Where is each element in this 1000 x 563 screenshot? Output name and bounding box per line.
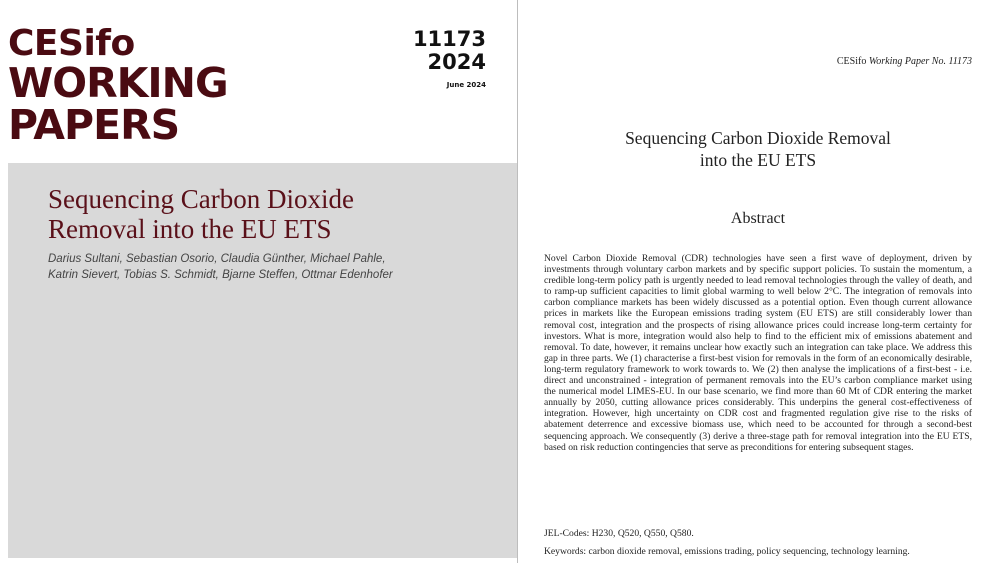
cover-authors <box>48 251 468 283</box>
series-prefix: CESifo <box>836 56 867 67</box>
brand-line-3: PAPERS <box>8 101 180 149</box>
jel-codes: JEL-Codes: H230, Q520, Q550, Q580. <box>544 528 694 539</box>
brand-line-1: CESifo <box>8 23 135 64</box>
series-label <box>837 56 972 67</box>
authors-line-1: Darius Sultani, Sebastian Osorio, Claudia Günther, Michael Pahle, <box>48 253 386 265</box>
paper-title-line-1: Sequencing Carbon Dioxide Removal <box>625 128 891 148</box>
cover-title-line-1: Sequencing Carbon Dioxide <box>48 184 354 214</box>
paper-title <box>578 127 938 171</box>
brand-line-2: WORKING <box>8 59 228 107</box>
series-number: Working Paper No. 11173 <box>868 56 972 67</box>
keywords: Keywords: carbon dioxide removal, emissions trading, policy sequencing, technology learning. <box>544 546 910 557</box>
abstract-page <box>518 0 1000 563</box>
issue-block <box>380 28 486 89</box>
paper-title-line-2: into the EU ETS <box>699 150 817 170</box>
abstract-heading: Abstract <box>730 210 786 227</box>
abstract-text: Novel Carbon Dioxide Removal (CDR) technologies have seen a first wave of deployment, driven by investments through voluntary carbon markets and by specific support policies. To sustain the momentum, a credible long-term policy path is urgently needed to lead removal technologies through the valley of death, and to ramp-up sufficient capacities to limit global warming to well below 2°C. The integration of removals into carbon compliance markets has been widely discussed as a potential option. Even though current allowance prices in markets like the European emissions trading system (EU ETS) are still considerably lower than removal cost, integration and the prospects of rising allowance prices could increase long-term certainty for investors. What is more, integration would also help to find to the efficient mix of emissions abatement and removal. To date, however, it remains unclear how exactly such an integration can take place. We address this gap in three parts. We (1) characterise a first-best vision for removals in the form of an economically desirable, long-term regulatory framework to work towards to. We (2) then analyse the implications of a first-best - i.e. direct and unconstrained - integration of permanent removals into the EU’s carbon compliance market using the numerical model LIMES-EU. In our base scenario, we find more than 60 Mt of CDR entering the market annually by 2050, cutting allowance prices considerably. This underpins the general cost-effectiveness of integration. However, high uncertainty on CDR cost and fragmented regulation give rise to the risks of abatement deterrence and excessive biomass use, which need to be accounted for through a second-best sequencing approach. We consequently (3) derive a three-stage path for removal integration into the EU ETS, based on risk reduction contingencies that serve as preconditions for entering subsequent stages. <box>544 253 972 453</box>
cesifo-logo <box>8 23 338 149</box>
issue-date: June 2024 <box>446 81 486 89</box>
authors-line-2: Katrin Sievert, Tobias S. Schmidt, Bjarne Steffen, Ottmar Edenhofer <box>48 269 393 281</box>
issue-year: 2024 <box>427 50 486 74</box>
cover-title-line-2: Removal into the EU ETS <box>48 214 332 244</box>
cover-title <box>48 184 468 244</box>
issue-number: 11173 <box>412 27 486 51</box>
